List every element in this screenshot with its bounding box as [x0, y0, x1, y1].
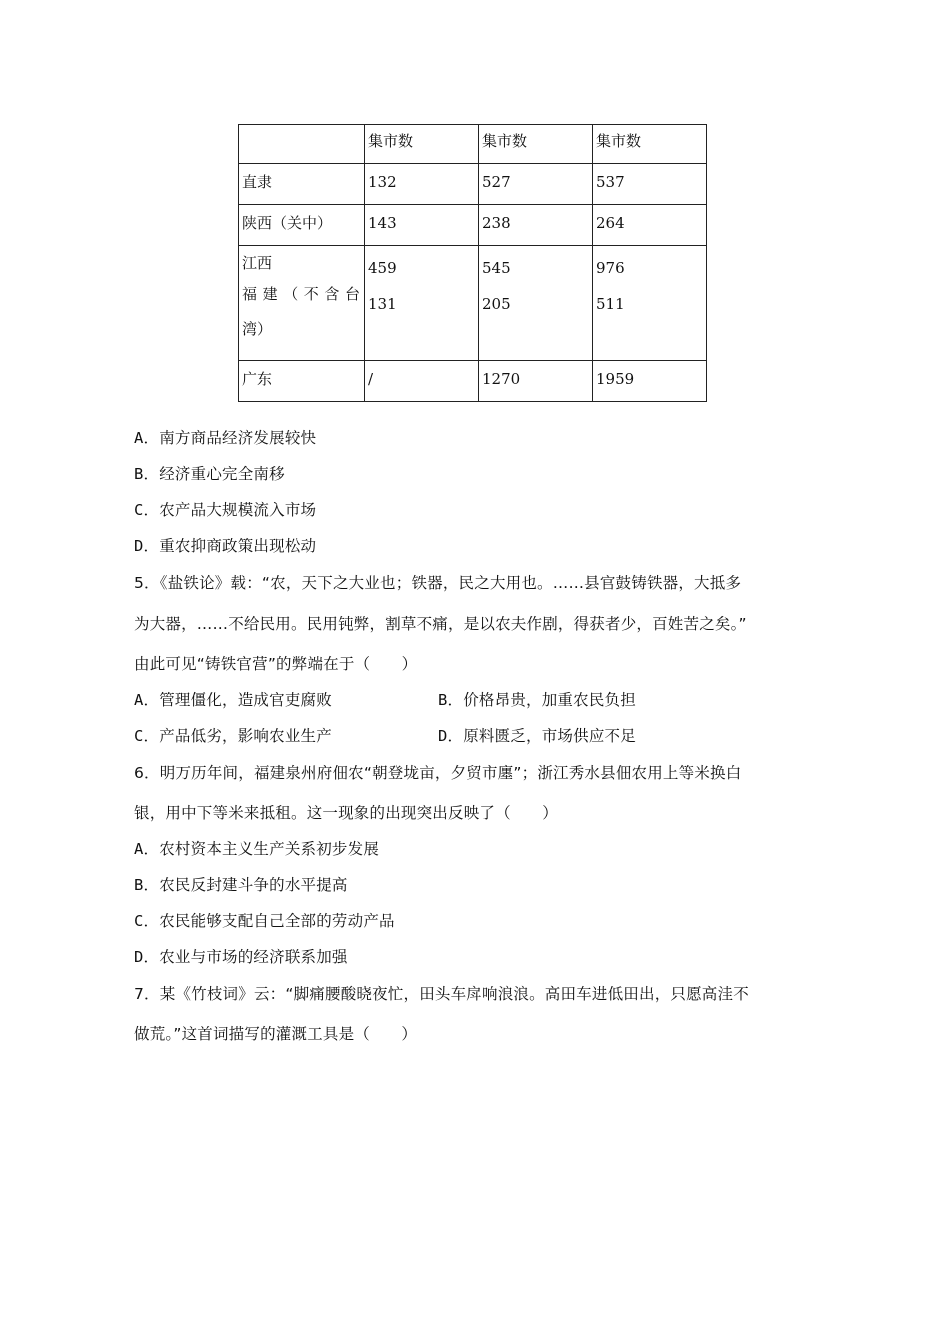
table-header-cell: 集市数 [365, 125, 479, 164]
region-char: 建 [262, 285, 278, 303]
region-line-spread [242, 276, 360, 312]
value-line: 511 [596, 295, 625, 313]
table-header-row [239, 125, 707, 164]
region-cell: 广东 [239, 361, 365, 402]
q6-stem-line: 银，用中下等米来抵租。这一现象的出现突出反映了（ ） [134, 804, 558, 822]
region-cell: 陕西（关中） [239, 205, 365, 246]
q7-stem-line: 做荒。”这首词描写的灌溉工具是（ ） [134, 1025, 418, 1043]
q4-option-d: D．重农抑商政策出现松动 [134, 537, 317, 555]
value-line: 131 [368, 295, 397, 313]
value-cell: 527 [479, 164, 593, 205]
region-line: 湾） [242, 320, 273, 338]
region-char: 台 [344, 285, 360, 303]
value-line: 205 [482, 295, 511, 313]
q5-option-b: B．价格昂贵，加重农民负担 [438, 691, 636, 709]
q6-option-c: C．农民能够支配自己全部的劳动产品 [134, 912, 395, 930]
table-header-cell [239, 125, 365, 164]
value-line: 459 [368, 259, 397, 277]
value-cell: 132 [365, 164, 479, 205]
value-cell [479, 246, 593, 361]
value-cell: / [365, 361, 479, 402]
value-line: 545 [482, 259, 511, 277]
value-cell [593, 246, 707, 361]
q4-option-b: B．经济重心完全南移 [134, 465, 285, 483]
region-char: 含 [324, 285, 340, 303]
table-row [239, 164, 707, 205]
q5-option-d: D．原料匮乏，市场供应不足 [438, 727, 636, 745]
q5-option-a: A．管理僵化，造成官吏腐败 [134, 691, 332, 709]
value-cell [365, 246, 479, 361]
table-header-cell: 集市数 [479, 125, 593, 164]
region-cell [239, 246, 365, 361]
table-row [239, 361, 707, 402]
q5-stem-line: 由此可见“铸铁官营”的弊端在于（ ） [134, 655, 418, 673]
value-cell: 1270 [479, 361, 593, 402]
market-count-table [238, 124, 707, 402]
q6-option-b: B．农民反封建斗争的水平提高 [134, 876, 348, 894]
region-char: 福 [242, 285, 258, 303]
value-cell: 143 [365, 205, 479, 246]
table-header-cell: 集市数 [593, 125, 707, 164]
q5-option-c: C．产品低劣，影响农业生产 [134, 727, 332, 745]
region-char: 不 [303, 285, 319, 303]
value-cell: 537 [593, 164, 707, 205]
q7-stem-line: 7．某《竹枝词》云：“脚痛腰酸晓夜忙，田头车戽响浪浪。高田车进低田出，只愿高洼不 [134, 985, 749, 1003]
table-row [239, 205, 707, 246]
value-line: 976 [596, 259, 625, 277]
q5-stem-line: 5．《盐铁论》载：“农，天下之大业也；铁器，民之大用也。……县官鼓铸铁器，大抵多 [134, 574, 742, 592]
q6-stem-line: 6．明万历年间，福建泉州府佃农“朝登垅亩，夕贸市廛”；浙江秀水县佃农用上等米换白 [134, 764, 742, 782]
value-cell: 238 [479, 205, 593, 246]
q6-option-a: A．农村资本主义生产关系初步发展 [134, 840, 380, 858]
q6-option-d: D．农业与市场的经济联系加强 [134, 948, 348, 966]
table-row [239, 246, 707, 361]
region-cell: 直隶 [239, 164, 365, 205]
region-line: 江西 [242, 254, 273, 272]
q4-option-a: A．南方商品经济发展较快 [134, 429, 317, 447]
q5-stem-line: 为大器，……不给民用。民用钝弊，割草不痛，是以农夫作剧，得获者少，百姓苦之矣。” [134, 615, 747, 633]
q4-option-c: C．农产品大规模流入市场 [134, 501, 317, 519]
value-cell: 1959 [593, 361, 707, 402]
region-char: （ [283, 285, 299, 303]
value-cell: 264 [593, 205, 707, 246]
